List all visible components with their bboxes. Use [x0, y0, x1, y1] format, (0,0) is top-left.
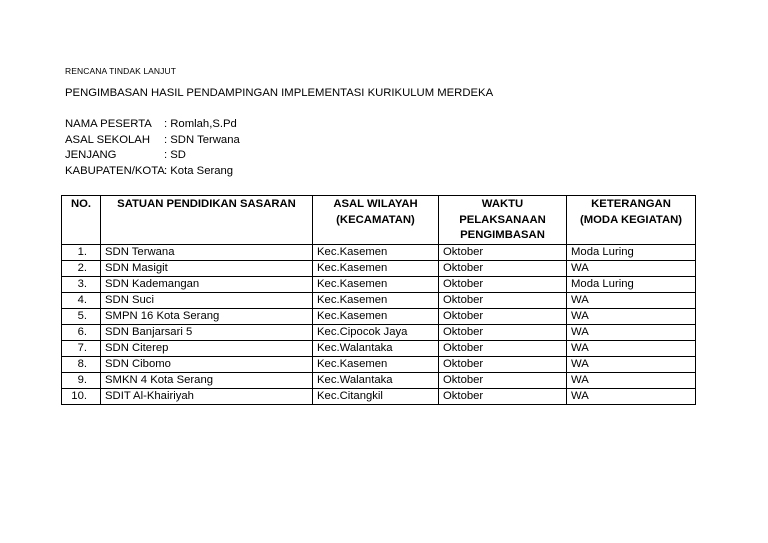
doc-main-title: PENGIMBASAN HASIL PENDAMPINGAN IMPLEMENTASI KURIKULUM MERDEKA — [65, 87, 494, 99]
cell-asal: Kec.Citangkil — [313, 388, 439, 404]
header-no: NO. — [62, 196, 101, 245]
cell-satuan: SDN Terwana — [101, 244, 313, 260]
table-header-row — [62, 196, 696, 245]
cell-waktu: Oktober — [439, 324, 567, 340]
cell-waktu: Oktober — [439, 244, 567, 260]
cell-asal: Kec.Kasemen — [313, 276, 439, 292]
cell-keterangan: WA — [567, 324, 696, 340]
info-value: : SDN Terwana — [164, 133, 240, 146]
cell-asal: Kec.Kasemen — [313, 244, 439, 260]
info-row — [65, 117, 240, 133]
info-label: KABUPATEN/KOTA — [65, 165, 165, 178]
table-row — [62, 244, 696, 260]
cell-waktu: Oktober — [439, 260, 567, 276]
header-satuan: SATUAN PENDIDIKAN SASARAN — [101, 196, 313, 245]
table-body — [62, 244, 696, 404]
cell-asal: Kec.Walantaka — [313, 372, 439, 388]
cell-satuan: SDN Cibomo — [101, 356, 313, 372]
info-row — [65, 133, 240, 149]
cell-asal: Kec.Kasemen — [313, 260, 439, 276]
cell-satuan: SDN Kademangan — [101, 276, 313, 292]
table-row — [62, 260, 696, 276]
cell-asal: Kec.Cipocok Jaya — [313, 324, 439, 340]
info-row — [65, 148, 240, 164]
cell-keterangan: WA — [567, 388, 696, 404]
cell-no: 10. — [62, 388, 101, 404]
cell-no: 7. — [62, 340, 101, 356]
cell-satuan: SMKN 4 Kota Serang — [101, 372, 313, 388]
cell-waktu: Oktober — [439, 292, 567, 308]
table-row — [62, 324, 696, 340]
cell-satuan: SDN Suci — [101, 292, 313, 308]
header-asal: ASAL WILAYAH (KECAMATAN) — [313, 196, 439, 245]
cell-asal: Kec.Kasemen — [313, 308, 439, 324]
info-label: JENJANG — [65, 149, 117, 162]
cell-asal: Kec.Walantaka — [313, 340, 439, 356]
doc-small-title: RENCANA TINDAK LANJUT — [65, 66, 177, 76]
cell-waktu: Oktober — [439, 356, 567, 372]
cell-satuan: SMPN 16 Kota Serang — [101, 308, 313, 324]
table-row — [62, 388, 696, 404]
info-value: : Romlah,S.Pd — [164, 118, 237, 130]
info-value: : Kota Serang — [164, 165, 234, 178]
cell-satuan: SDN Banjarsari 5 — [101, 324, 313, 340]
cell-satuan: SDIT Al-Khairiyah — [101, 388, 313, 404]
info-value: : SD — [164, 149, 186, 162]
cell-keterangan: WA — [567, 356, 696, 372]
cell-no: 9. — [62, 372, 101, 388]
cell-waktu: Oktober — [439, 340, 567, 356]
cell-asal: Kec.Kasemen — [313, 292, 439, 308]
cell-no: 3. — [62, 276, 101, 292]
table-row — [62, 308, 696, 324]
cell-no: 6. — [62, 324, 101, 340]
info-label: NAMA PESERTA — [65, 118, 152, 130]
table-row — [62, 340, 696, 356]
cell-keterangan: WA — [567, 372, 696, 388]
table-row — [62, 292, 696, 308]
cell-no: 1. — [62, 244, 101, 260]
table-row — [62, 372, 696, 388]
cell-no: 2. — [62, 260, 101, 276]
cell-keterangan: WA — [567, 260, 696, 276]
cell-keterangan: WA — [567, 292, 696, 308]
cell-waktu: Oktober — [439, 308, 567, 324]
cell-no: 5. — [62, 308, 101, 324]
header-waktu: WAKTU PELAKSANAAN PENGIMBASAN — [439, 196, 567, 245]
cell-keterangan: WA — [567, 308, 696, 324]
cell-satuan: SDN Masigit — [101, 260, 313, 276]
cell-waktu: Oktober — [439, 276, 567, 292]
header-keterangan: KETERANGAN (MODA KEGIATAN) — [567, 196, 696, 245]
cell-keterangan: Moda Luring — [567, 244, 696, 260]
rtl-table — [61, 195, 696, 405]
cell-no: 8. — [62, 356, 101, 372]
cell-waktu: Oktober — [439, 388, 567, 404]
cell-asal: Kec.Kasemen — [313, 356, 439, 372]
info-label: ASAL SEKOLAH — [65, 133, 150, 146]
cell-waktu: Oktober — [439, 372, 567, 388]
info-row — [65, 164, 240, 180]
participant-info — [65, 117, 240, 180]
cell-no: 4. — [62, 292, 101, 308]
table-row — [62, 356, 696, 372]
cell-keterangan: Moda Luring — [567, 276, 696, 292]
cell-satuan: SDN Citerep — [101, 340, 313, 356]
table-row — [62, 276, 696, 292]
cell-keterangan: WA — [567, 340, 696, 356]
